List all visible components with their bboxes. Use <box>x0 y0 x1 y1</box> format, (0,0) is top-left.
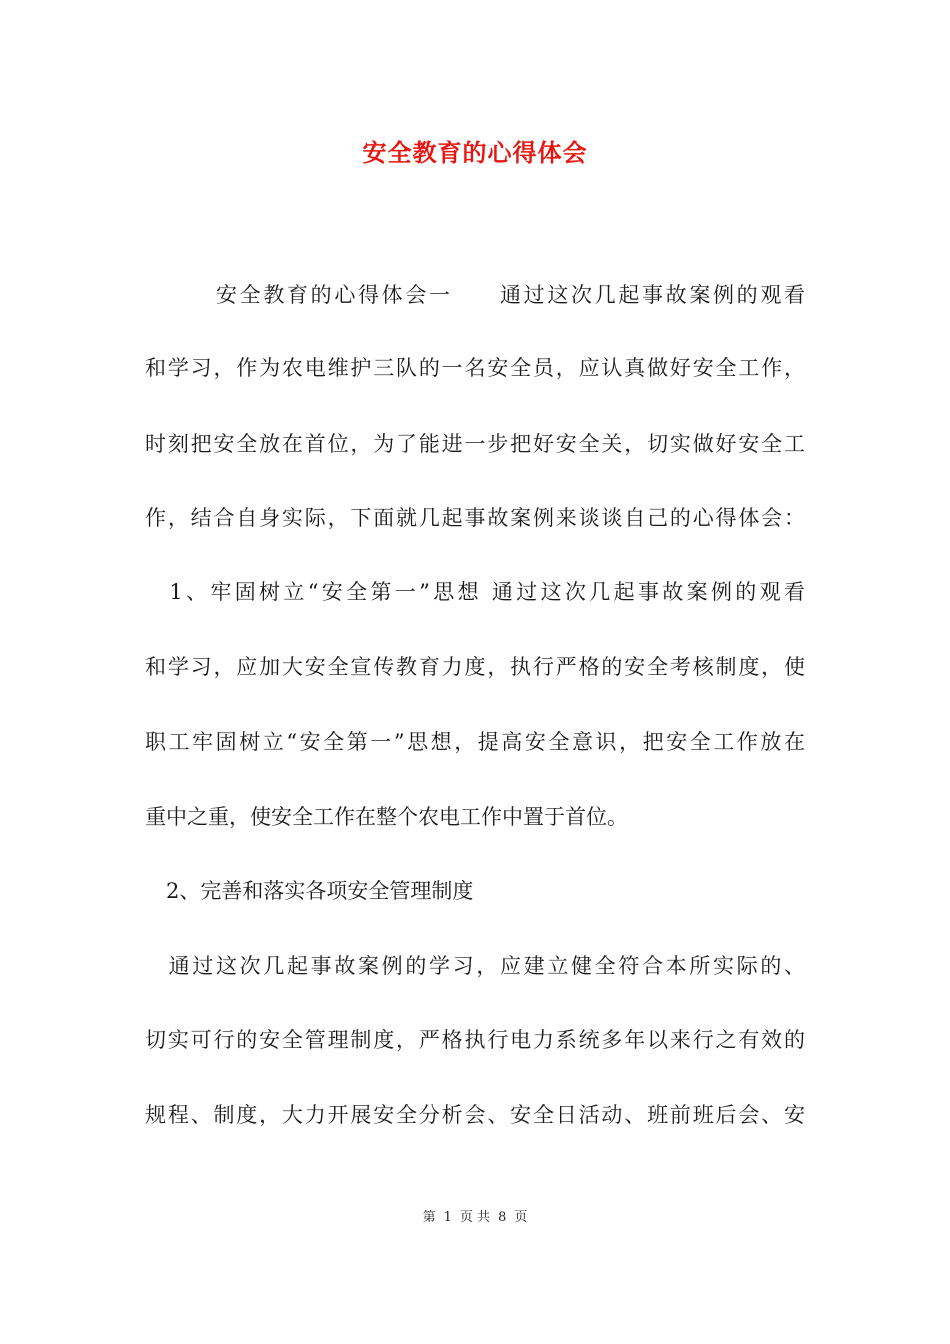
paragraph-line: 时刻把安全放在首位，为了能进一步把好安全关，切实做好安全工 <box>145 432 805 456</box>
section-heading: 2、完善和落实各项安全管理制度 <box>145 879 474 903</box>
paragraph-line: 和学习，应加大安全宣传教育力度，执行严格的安全考核制度，使 <box>145 655 805 679</box>
page-footer <box>0 1208 950 1228</box>
footer-middle: 页 共 <box>459 1210 491 1225</box>
document-title: 安全教育的心得体会 <box>362 138 588 167</box>
footer-prefix: 第 <box>422 1210 436 1225</box>
paragraph-line: 重中之重，使安全工作在整个农电工作中置于首位。 <box>145 805 628 829</box>
paragraph-line: 和学习，作为农电维护三队的一名安全员，应认真做好安全工作， <box>145 356 805 380</box>
footer-total-pages: 8 <box>498 1210 507 1225</box>
paragraph-line: 作，结合自身实际，下面就几起事故案例来谈谈自己的心得体会： <box>145 506 805 530</box>
paragraph-line: 职工牢固树立“安全第一”思想，提高安全意识，把安全工作放在 <box>145 730 805 754</box>
footer-page-number: 1 <box>443 1210 452 1225</box>
paragraph-line: 通过这次几起事故案例的学习，应建立健全符合本所实际的、 <box>145 954 805 978</box>
paragraph-line: 安全教育的心得体会一 通过这次几起事故案例的观看 <box>145 283 805 307</box>
footer-suffix: 页 <box>514 1210 528 1225</box>
paragraph-line: 规程、制度，大力开展安全分析会、安全日活动、班前班后会、安 <box>145 1103 805 1127</box>
paragraph-line: 切实可行的安全管理制度，严格执行电力系统多年以来行之有效的 <box>145 1028 805 1052</box>
paragraph-line: 1、牢固树立“安全第一”思想 通过这次几起事故案例的观看 <box>145 580 805 604</box>
